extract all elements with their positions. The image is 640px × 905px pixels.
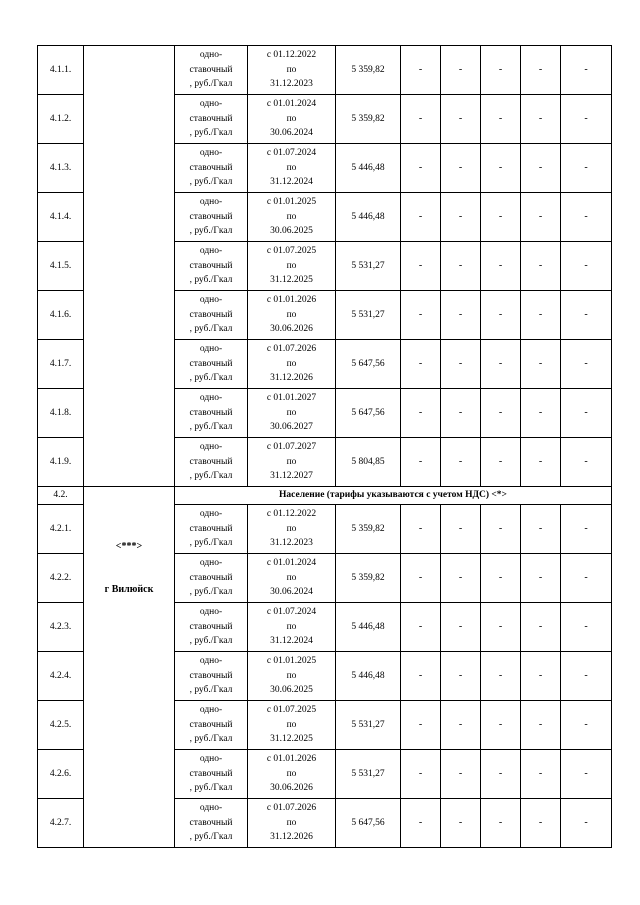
empty-value-dash: - (561, 652, 612, 701)
unit-cell-line: одно- (199, 607, 223, 618)
empty-value-dash: - (561, 505, 612, 554)
empty-value-dash: - (441, 799, 481, 848)
period-cell-line: с 01.07.2026 (266, 344, 317, 355)
tariff-value: 5 359,82 (336, 505, 401, 554)
tariff-value: 5 359,82 (336, 554, 401, 603)
empty-value-dash: - (441, 46, 481, 95)
unit-cell-line: , руб./Гкал (189, 832, 233, 843)
period-cell-line: с 01.01.2026 (266, 754, 317, 765)
empty-value-dash: - (521, 291, 561, 340)
period-cell-line: по (286, 572, 297, 583)
period-cell (248, 46, 336, 95)
period-cell-line: 30.06.2026 (270, 783, 313, 794)
row-number: 4.1.4. (38, 193, 84, 242)
tariff-value: 5 359,82 (336, 95, 401, 144)
empty-value-dash: - (401, 389, 441, 438)
period-cell-line: по (286, 358, 297, 369)
row-number: 4.1.7. (38, 340, 84, 389)
unit-cell-line: , руб./Гкал (189, 636, 233, 647)
name-cell-city (84, 487, 175, 848)
unit-cell (175, 603, 248, 652)
table-row (38, 46, 612, 95)
empty-value-dash: - (441, 505, 481, 554)
period-cell-line: с 01.07.2025 (266, 705, 317, 716)
empty-value-dash: - (401, 144, 441, 193)
period-cell (248, 144, 336, 193)
empty-value-dash: - (561, 144, 612, 193)
period-cell-line: по (286, 309, 297, 320)
tariff-value: 5 804,85 (336, 438, 401, 487)
unit-cell-line: одно- (199, 393, 223, 404)
section-number: 4.2. (38, 487, 84, 505)
period-cell (248, 750, 336, 799)
row-number: 4.2.2. (38, 554, 84, 603)
empty-value-dash: - (561, 799, 612, 848)
unit-cell-line: одно- (199, 197, 223, 208)
row-number: 4.2.4. (38, 652, 84, 701)
unit-cell-line: ставочный (189, 358, 233, 369)
empty-value-dash: - (401, 750, 441, 799)
section-header-row (38, 487, 612, 505)
period-cell-line: по (286, 260, 297, 271)
period-cell-line: с 01.01.2024 (266, 99, 317, 110)
unit-cell-line: , руб./Гкал (189, 226, 233, 237)
empty-value-dash: - (441, 389, 481, 438)
period-cell (248, 554, 336, 603)
unit-cell-line: одно- (199, 705, 223, 716)
empty-value-dash: - (441, 603, 481, 652)
row-number: 4.1.5. (38, 242, 84, 291)
tariff-value: 5 531,27 (336, 701, 401, 750)
empty-value-dash: - (401, 291, 441, 340)
unit-cell-line: ставочный (189, 407, 233, 418)
unit-cell-line: ставочный (189, 260, 233, 271)
unit-cell-line: ставочный (189, 719, 233, 730)
period-cell (248, 505, 336, 554)
empty-value-dash: - (481, 652, 521, 701)
tariff-value: 5 647,56 (336, 389, 401, 438)
empty-value-dash: - (481, 603, 521, 652)
unit-cell-line: одно- (199, 656, 223, 667)
empty-value-dash: - (561, 438, 612, 487)
empty-value-dash: - (441, 95, 481, 144)
row-number: 4.1.3. (38, 144, 84, 193)
unit-cell-line: ставочный (189, 572, 233, 583)
empty-value-dash: - (481, 701, 521, 750)
empty-value-dash: - (401, 95, 441, 144)
empty-value-dash: - (441, 438, 481, 487)
unit-cell-line: ставочный (189, 113, 233, 124)
empty-value-dash: - (481, 193, 521, 242)
empty-value-dash: - (561, 46, 612, 95)
period-cell-line: 31.12.2026 (270, 373, 313, 384)
unit-cell-line: , руб./Гкал (189, 685, 233, 696)
period-cell (248, 291, 336, 340)
period-cell-line: 30.06.2024 (270, 587, 313, 598)
empty-value-dash: - (401, 554, 441, 603)
period-cell (248, 340, 336, 389)
empty-value-dash: - (441, 554, 481, 603)
empty-value-dash: - (521, 652, 561, 701)
name-cell-blank (84, 46, 175, 487)
period-cell-line: по (286, 621, 297, 632)
unit-cell-line: , руб./Гкал (189, 734, 233, 745)
unit-cell-line: , руб./Гкал (189, 783, 233, 794)
row-number: 4.2.1. (38, 505, 84, 554)
unit-cell-line: ставочный (189, 523, 233, 534)
unit-cell-line: , руб./Гкал (189, 128, 233, 139)
empty-value-dash: - (401, 242, 441, 291)
tariff-value: 5 531,27 (336, 242, 401, 291)
empty-value-dash: - (481, 554, 521, 603)
empty-value-dash: - (481, 799, 521, 848)
period-cell-line: по (286, 768, 297, 779)
tariff-value: 5 446,48 (336, 603, 401, 652)
empty-value-dash: - (521, 799, 561, 848)
unit-cell-line: , руб./Гкал (189, 177, 233, 188)
unit-cell-line: ставочный (189, 456, 233, 467)
period-cell-line: с 01.01.2026 (266, 295, 317, 306)
period-cell-line: с 01.07.2024 (266, 607, 317, 618)
period-cell-line: 31.12.2023 (270, 79, 313, 90)
unit-cell-line: ставочный (189, 670, 233, 681)
unit-cell-line: , руб./Гкал (189, 373, 233, 384)
name-mark: <***> (115, 541, 143, 552)
unit-cell-line: одно- (199, 509, 223, 520)
city-name: г Вилюйск (104, 584, 154, 595)
empty-value-dash: - (481, 46, 521, 95)
period-cell (248, 799, 336, 848)
empty-value-dash: - (561, 95, 612, 144)
empty-value-dash: - (441, 291, 481, 340)
empty-value-dash: - (401, 701, 441, 750)
period-cell-line: с 01.01.2025 (266, 656, 317, 667)
unit-cell (175, 389, 248, 438)
empty-value-dash: - (401, 340, 441, 389)
period-cell (248, 193, 336, 242)
row-number: 4.2.6. (38, 750, 84, 799)
row-number: 4.2.5. (38, 701, 84, 750)
unit-cell-line: ставочный (189, 817, 233, 828)
period-cell-line: с 01.01.2025 (266, 197, 317, 208)
empty-value-dash: - (481, 340, 521, 389)
period-cell-line: по (286, 113, 297, 124)
unit-cell-line: , руб./Гкал (189, 422, 233, 433)
row-number: 4.1.9. (38, 438, 84, 487)
row-number: 4.1.8. (38, 389, 84, 438)
empty-value-dash: - (521, 701, 561, 750)
period-cell-line: по (286, 162, 297, 173)
tariff-table (37, 45, 612, 848)
period-cell-line: по (286, 407, 297, 418)
period-cell-line: 31.12.2024 (270, 177, 313, 188)
empty-value-dash: - (561, 340, 612, 389)
period-cell-line: 30.06.2027 (270, 422, 313, 433)
name-cell-content (85, 487, 173, 597)
empty-value-dash: - (481, 291, 521, 340)
period-cell-line: с 01.07.2024 (266, 148, 317, 159)
period-cell-line: с 01.01.2027 (266, 393, 317, 404)
empty-value-dash: - (441, 144, 481, 193)
empty-value-dash: - (561, 701, 612, 750)
empty-value-dash: - (521, 750, 561, 799)
unit-cell-line: одно- (199, 558, 223, 569)
period-cell-line: 30.06.2024 (270, 128, 313, 139)
unit-cell (175, 505, 248, 554)
unit-cell-line: ставочный (189, 64, 233, 75)
unit-cell (175, 46, 248, 95)
tariff-value: 5 531,27 (336, 291, 401, 340)
empty-value-dash: - (521, 242, 561, 291)
unit-cell-line: одно- (199, 754, 223, 765)
period-cell-line: по (286, 211, 297, 222)
period-cell-line: 31.12.2024 (270, 636, 313, 647)
unit-cell (175, 340, 248, 389)
empty-value-dash: - (521, 603, 561, 652)
empty-value-dash: - (521, 505, 561, 554)
period-cell-line: с 01.12.2022 (266, 50, 317, 61)
row-number: 4.2.3. (38, 603, 84, 652)
empty-value-dash: - (441, 193, 481, 242)
empty-value-dash: - (441, 340, 481, 389)
empty-value-dash: - (521, 554, 561, 603)
empty-value-dash: - (401, 799, 441, 848)
unit-cell-line: , руб./Гкал (189, 79, 233, 90)
empty-value-dash: - (561, 554, 612, 603)
unit-cell-line: одно- (199, 803, 223, 814)
period-cell (248, 652, 336, 701)
period-cell (248, 438, 336, 487)
unit-cell (175, 144, 248, 193)
empty-value-dash: - (481, 438, 521, 487)
period-cell-line: 31.12.2025 (270, 275, 313, 286)
empty-value-dash: - (481, 505, 521, 554)
empty-value-dash: - (481, 242, 521, 291)
period-cell-line: 30.06.2026 (270, 324, 313, 335)
unit-cell (175, 291, 248, 340)
period-cell-line: с 01.12.2022 (266, 509, 317, 520)
unit-cell-line: одно- (199, 442, 223, 453)
period-cell (248, 603, 336, 652)
row-number: 4.1.2. (38, 95, 84, 144)
period-cell-line: 31.12.2025 (270, 734, 313, 745)
empty-value-dash: - (521, 144, 561, 193)
empty-value-dash: - (401, 438, 441, 487)
empty-value-dash: - (441, 750, 481, 799)
period-cell (248, 242, 336, 291)
row-number: 4.1.1. (38, 46, 84, 95)
empty-value-dash: - (561, 193, 612, 242)
period-cell (248, 389, 336, 438)
period-cell-line: по (286, 670, 297, 681)
period-cell-line: по (286, 817, 297, 828)
tariff-value: 5 647,56 (336, 340, 401, 389)
empty-value-dash: - (401, 652, 441, 701)
period-cell-line: по (286, 456, 297, 467)
unit-cell-line: ставочный (189, 162, 233, 173)
period-cell (248, 701, 336, 750)
unit-cell (175, 554, 248, 603)
tariff-value: 5 531,27 (336, 750, 401, 799)
empty-value-dash: - (481, 389, 521, 438)
unit-cell (175, 438, 248, 487)
unit-cell (175, 750, 248, 799)
tariff-value: 5 446,48 (336, 193, 401, 242)
empty-value-dash: - (521, 193, 561, 242)
empty-value-dash: - (401, 193, 441, 242)
unit-cell-line: , руб./Гкал (189, 538, 233, 549)
unit-cell-line: ставочный (189, 621, 233, 632)
row-number: 4.1.6. (38, 291, 84, 340)
empty-value-dash: - (561, 389, 612, 438)
empty-value-dash: - (561, 291, 612, 340)
unit-cell-line: одно- (199, 99, 223, 110)
period-cell-line: с 01.07.2025 (266, 246, 317, 257)
tariff-value: 5 647,56 (336, 799, 401, 848)
unit-cell-line: одно- (199, 50, 223, 61)
empty-value-dash: - (441, 242, 481, 291)
empty-value-dash: - (561, 242, 612, 291)
empty-value-dash: - (441, 701, 481, 750)
unit-cell-line: , руб./Гкал (189, 275, 233, 286)
period-cell-line: 31.12.2023 (270, 538, 313, 549)
unit-cell (175, 193, 248, 242)
period-cell (248, 95, 336, 144)
empty-value-dash: - (401, 505, 441, 554)
unit-cell-line: , руб./Гкал (189, 471, 233, 482)
tariff-value: 5 446,48 (336, 144, 401, 193)
empty-value-dash: - (561, 750, 612, 799)
empty-value-dash: - (521, 389, 561, 438)
row-number: 4.2.7. (38, 799, 84, 848)
unit-cell (175, 799, 248, 848)
unit-cell (175, 242, 248, 291)
empty-value-dash: - (561, 603, 612, 652)
period-cell-line: по (286, 64, 297, 75)
period-cell-line: 31.12.2026 (270, 832, 313, 843)
unit-cell (175, 95, 248, 144)
unit-cell-line: ставочный (189, 768, 233, 779)
tariff-value: 5 359,82 (336, 46, 401, 95)
unit-cell-line: ставочный (189, 309, 233, 320)
unit-cell-line: , руб./Гкал (189, 324, 233, 335)
unit-cell-line: ставочный (189, 211, 233, 222)
tariff-table-body (38, 46, 612, 848)
unit-cell-line: одно- (199, 148, 223, 159)
name-spacer (85, 554, 173, 582)
empty-value-dash: - (481, 144, 521, 193)
empty-value-dash: - (481, 750, 521, 799)
period-cell-line: 30.06.2025 (270, 685, 313, 696)
tariff-value: 5 446,48 (336, 652, 401, 701)
unit-cell-line: одно- (199, 344, 223, 355)
section-title: Население (тарифы указываются с учетом НДС) <*> (175, 487, 612, 505)
period-cell-line: 30.06.2025 (270, 226, 313, 237)
period-cell-line: с 01.01.2024 (266, 558, 317, 569)
empty-value-dash: - (481, 95, 521, 144)
period-cell-line: по (286, 719, 297, 730)
unit-cell-line: одно- (199, 246, 223, 257)
unit-cell (175, 701, 248, 750)
empty-value-dash: - (521, 95, 561, 144)
period-cell-line: 31.12.2027 (270, 471, 313, 482)
period-cell-line: с 01.07.2027 (266, 442, 317, 453)
unit-cell-line: , руб./Гкал (189, 587, 233, 598)
unit-cell (175, 652, 248, 701)
empty-value-dash: - (401, 46, 441, 95)
period-cell-line: с 01.07.2026 (266, 803, 317, 814)
empty-value-dash: - (521, 46, 561, 95)
empty-value-dash: - (521, 438, 561, 487)
period-cell-line: по (286, 523, 297, 534)
empty-value-dash: - (521, 340, 561, 389)
unit-cell-line: одно- (199, 295, 223, 306)
empty-value-dash: - (401, 603, 441, 652)
empty-value-dash: - (441, 652, 481, 701)
